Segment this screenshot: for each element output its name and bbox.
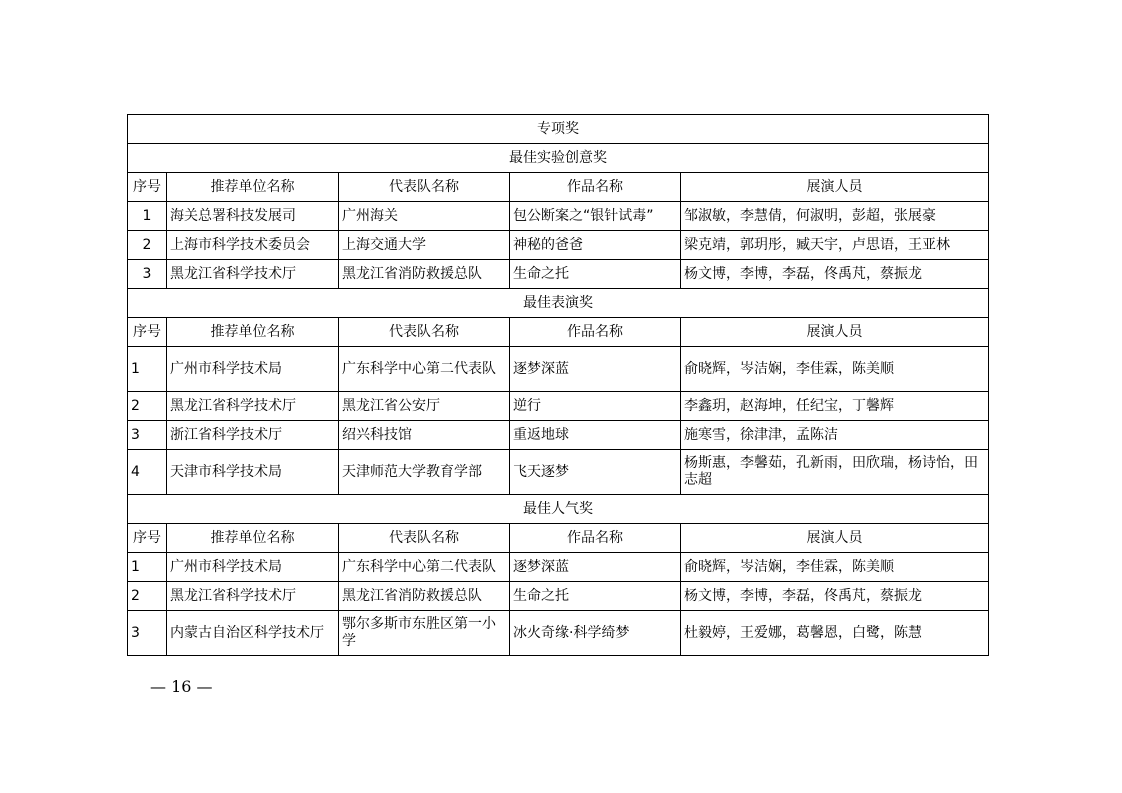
table-cell: 杨文博，李博，李磊，佟禹芃，蔡振龙 xyxy=(681,582,989,611)
header-cell: 展演人员 xyxy=(681,318,989,347)
table-cell: 天津师范大学教育学部 xyxy=(339,450,510,495)
header-cell: 推荐单位名称 xyxy=(167,524,339,553)
table-cell: 1 xyxy=(128,202,167,231)
table-cell: 黑龙江省消防救援总队 xyxy=(339,260,510,289)
header-cell: 代表队名称 xyxy=(339,524,510,553)
table-cell: 黑龙江省消防救援总队 xyxy=(339,582,510,611)
table-cell: 逐梦深蓝 xyxy=(510,347,681,392)
section-row xyxy=(128,495,989,524)
table-cell: 梁克靖，郭玥彤，臧天宇，卢思语，王亚林 xyxy=(681,231,989,260)
table-cell: 广州海关 xyxy=(339,202,510,231)
table-cell: 包公断案之“银针试毒” xyxy=(510,202,681,231)
table-cell: 2 xyxy=(128,582,167,611)
table-cell: 黑龙江省科学技术厅 xyxy=(167,582,339,611)
header-cell: 序号 xyxy=(128,318,167,347)
table-row xyxy=(128,392,989,421)
title-row xyxy=(128,115,989,144)
table-cell: 生命之托 xyxy=(510,260,681,289)
table-cell: 广东科学中心第二代表队 xyxy=(339,347,510,392)
table-cell: 1 xyxy=(128,347,167,392)
table-row xyxy=(128,202,989,231)
table-cell: 施寒雪，徐津津，孟陈洁 xyxy=(681,421,989,450)
table-cell: 4 xyxy=(128,450,167,495)
table-cell: 黑龙江省科学技术厅 xyxy=(167,392,339,421)
table-row xyxy=(128,260,989,289)
table-row xyxy=(128,347,989,392)
table-cell: 黑龙江省科学技术厅 xyxy=(167,260,339,289)
table-cell: 俞晓辉，岑洁娴，李佳霖，陈美顺 xyxy=(681,553,989,582)
table-cell: 上海交通大学 xyxy=(339,231,510,260)
header-cell: 作品名称 xyxy=(510,524,681,553)
header-cell: 序号 xyxy=(128,173,167,202)
table-row xyxy=(128,611,989,656)
table-cell: 杨文博，李博，李磊，佟禹芃，蔡振龙 xyxy=(681,260,989,289)
header-cell: 作品名称 xyxy=(510,173,681,202)
table-cell: 逆行 xyxy=(510,392,681,421)
table-cell: 上海市科学技术委员会 xyxy=(167,231,339,260)
table-cell: 2 xyxy=(128,392,167,421)
table-cell: 内蒙古自治区科学技术厅 xyxy=(167,611,339,656)
table-cell: 神秘的爸爸 xyxy=(510,231,681,260)
table-cell: 生命之托 xyxy=(510,582,681,611)
section-title: 最佳实验创意奖 xyxy=(128,144,989,173)
table-row xyxy=(128,421,989,450)
header-cell: 推荐单位名称 xyxy=(167,318,339,347)
header-cell: 展演人员 xyxy=(681,524,989,553)
section-row xyxy=(128,144,989,173)
table-cell: 绍兴科技馆 xyxy=(339,421,510,450)
page-number: — 16 — xyxy=(150,677,213,696)
table-cell: 逐梦深蓝 xyxy=(510,553,681,582)
table-row xyxy=(128,450,989,495)
table-cell: 广东科学中心第二代表队 xyxy=(339,553,510,582)
table-cell: 天津市科学技术局 xyxy=(167,450,339,495)
section-title: 最佳人气奖 xyxy=(128,495,989,524)
header-row xyxy=(128,173,989,202)
table-cell: 海关总署科技发展司 xyxy=(167,202,339,231)
table-cell: 杜毅婷，王爱娜，葛馨恩，白鹭，陈慧 xyxy=(681,611,989,656)
table-cell: 杨斯惠，李馨茹，孔新雨，田欣瑞，杨诗怡，田志超 xyxy=(681,450,989,495)
header-cell: 代表队名称 xyxy=(339,318,510,347)
table-cell: 邹淑敏，李慧倩，何淑明，彭超，张展豪 xyxy=(681,202,989,231)
header-row xyxy=(128,524,989,553)
table-cell: 鄂尔多斯市东胜区第一小学 xyxy=(339,611,510,656)
section-title: 最佳表演奖 xyxy=(128,289,989,318)
table-cell: 重返地球 xyxy=(510,421,681,450)
header-cell: 序号 xyxy=(128,524,167,553)
table-cell: 浙江省科学技术厅 xyxy=(167,421,339,450)
table-row xyxy=(128,553,989,582)
awards-table xyxy=(127,114,989,656)
table-cell: 3 xyxy=(128,260,167,289)
header-cell: 作品名称 xyxy=(510,318,681,347)
table-cell: 李鑫玥，赵海坤，任纪宝，丁馨辉 xyxy=(681,392,989,421)
table-cell: 俞晓辉，岑洁娴，李佳霖，陈美顺 xyxy=(681,347,989,392)
table-cell: 3 xyxy=(128,611,167,656)
header-row xyxy=(128,318,989,347)
table-cell: 2 xyxy=(128,231,167,260)
table-title: 专项奖 xyxy=(128,115,989,144)
table-cell: 黑龙江省公安厅 xyxy=(339,392,510,421)
table-cell: 飞天逐梦 xyxy=(510,450,681,495)
table-row xyxy=(128,582,989,611)
header-cell: 展演人员 xyxy=(681,173,989,202)
table-cell: 广州市科学技术局 xyxy=(167,553,339,582)
table-cell: 广州市科学技术局 xyxy=(167,347,339,392)
table-row xyxy=(128,231,989,260)
section-row xyxy=(128,289,989,318)
header-cell: 代表队名称 xyxy=(339,173,510,202)
table-cell: 3 xyxy=(128,421,167,450)
table-cell: 1 xyxy=(128,553,167,582)
header-cell: 推荐单位名称 xyxy=(167,173,339,202)
table-cell: 冰火奇缘·科学绮梦 xyxy=(510,611,681,656)
